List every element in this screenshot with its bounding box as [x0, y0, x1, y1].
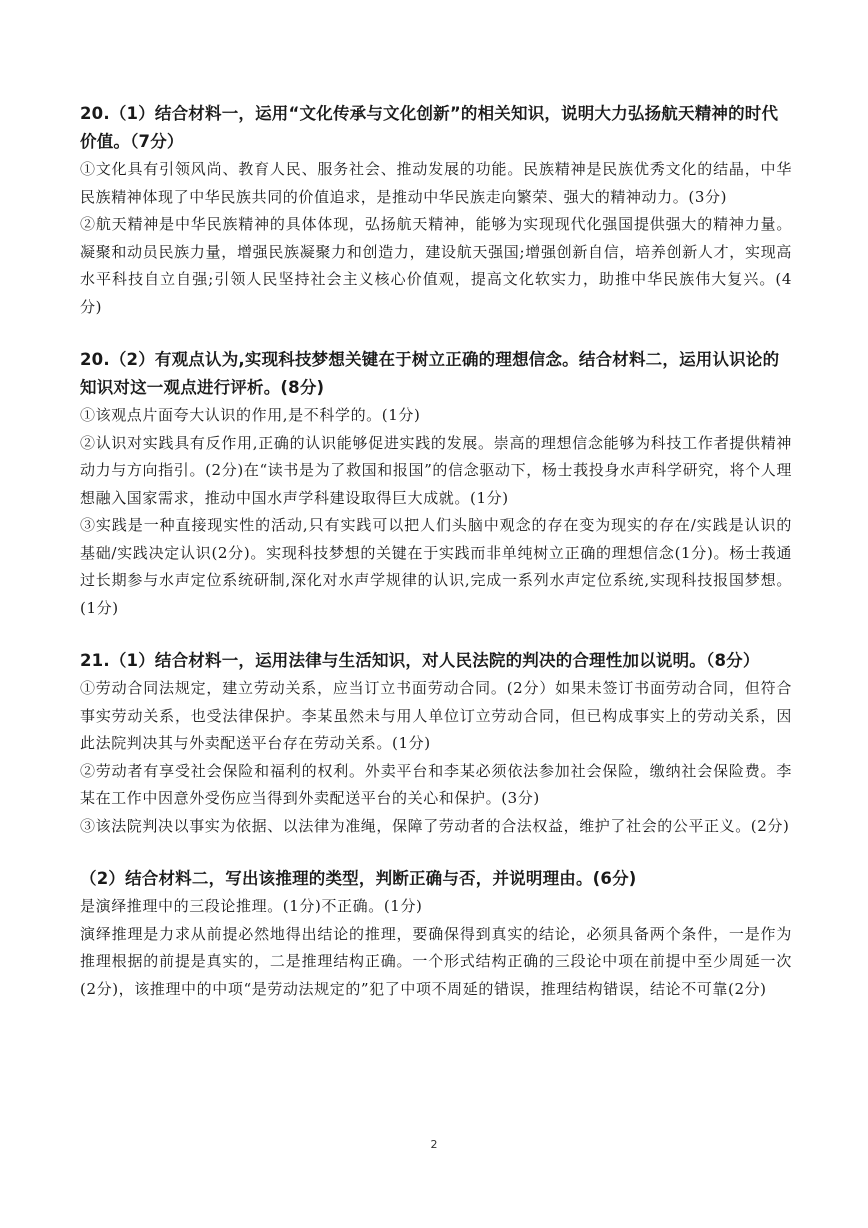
answer-paragraph: ②航天精神是中华民族精神的具体体现，弘扬航天精神，能够为实现现代化强国提供强大的精神力量。凝聚和动员民族力量，增强民族凝聚力和创造力，建设航天强国;增强创新自信，培养创新人才，实现高水平科技自立自强;引领人民坚持社会主义核心价值观，提高文化软实力，助推中华民族伟大复兴。(4分) — [80, 215, 792, 316]
question-20-2 — [80, 346, 792, 622]
answer-paragraph: ②认识对实践具有反作用,正确的认识能够促进实践的发展。崇高的理想信念能够为科技工作者提供精神动力与方向指引。(2分)在“读书是为了救国和报国”的信念驱动下，杨士莪投身水声科学研究，将个人理想融入国家需求，推动中国水声学科建设取得巨大成就。(1分) — [80, 433, 792, 507]
question-title: 20.（1）结合材料一，运用“文化传承与文化创新”的相关知识，说明大力弘扬航天精神的时代价值。（7分） — [80, 104, 779, 151]
question-title: （2）结合材料二，写出该推理的类型，判断正确与否，并说明理由。(6分) — [80, 869, 637, 888]
question-21-1 — [80, 647, 792, 840]
answer-paragraph: ①该观点片面夸大认识的作用,是不科学的。(1分) — [80, 406, 421, 424]
answer-paragraph: ③实践是一种直接现实性的活动,只有实践可以把人们头脑中观念的存在变为现实的存在/实践是认识的基础/实践决定认识(2分)。实现科技梦想的关键在于实践而非单纯树立正确的理想信念(1分)。杨士莪通过长期参与水声定位系统研制,深化对水声学规律的认识,完成一系列水声定位系统,实现科技报国梦想。(1分) — [80, 516, 792, 617]
section-spacer — [80, 840, 792, 865]
answer-paragraph: ①文化具有引领风尚、教育人民、服务社会、推动发展的功能。民族精神是民族优秀文化的结晶，中华民族精神体现了中华民族共同的价值追求，是推动中华民族走向繁荣、强大的精神动力。(3分) — [80, 160, 792, 206]
answer-paragraph: ③该法院判决以事实为依据、以法律为准绳，保障了劳动者的合法权益，维护了社会的公平正义。(2分) — [80, 816, 790, 835]
document-page — [80, 100, 792, 1003]
question-21-2 — [80, 865, 792, 1003]
question-20-1 — [80, 100, 792, 321]
page-number: 2 — [430, 1138, 438, 1151]
section-spacer — [80, 321, 792, 346]
answer-paragraph: 演绎推理是力求从前提必然地得出结论的推理，要确保得到真实的结论，必须具备两个条件，一是作为推理根据的前提是真实的，二是推理结构正确。一个形式结构正确的三段论中项在前提中至少周延一次(2分)，该推理中的中项“是劳动法规定的”犯了中项不周延的错误，推理结构错误，结论不可靠(2分) — [80, 924, 792, 998]
section-spacer — [80, 622, 792, 647]
answer-paragraph: 是演绎推理中的三段论推理。(1分)不正确。(1分) — [80, 897, 423, 915]
answer-paragraph: ②劳动者有享受社会保险和福利的权利。外卖平台和李某必须依法参加社会保险，缴纳社会保险费。李某在工作中因意外受伤应当得到外卖配送平台的关心和保护。(3分) — [80, 761, 792, 807]
answer-paragraph: ①劳动合同法规定，建立劳动关系，应当订立书面劳动合同。(2分）如果未签订书面劳动合同，但符合事实劳动关系，也受法律保护。李某虽然未与用人单位订立劳动合同，但已构成事实上的劳动关系，因此法院判决其与外卖配送平台存在劳动关系。(1分) — [80, 679, 792, 752]
question-title: 20.（2）有观点认为,实现科技梦想关键在于树立正确的理想信念。结合材料二，运用认识论的知识对这一观点进行评析。(8分) — [80, 350, 780, 397]
question-title: 21.（1）结合材料一，运用法律与生活知识，对人民法院的判决的合理性加以说明。（8分） — [80, 651, 760, 670]
